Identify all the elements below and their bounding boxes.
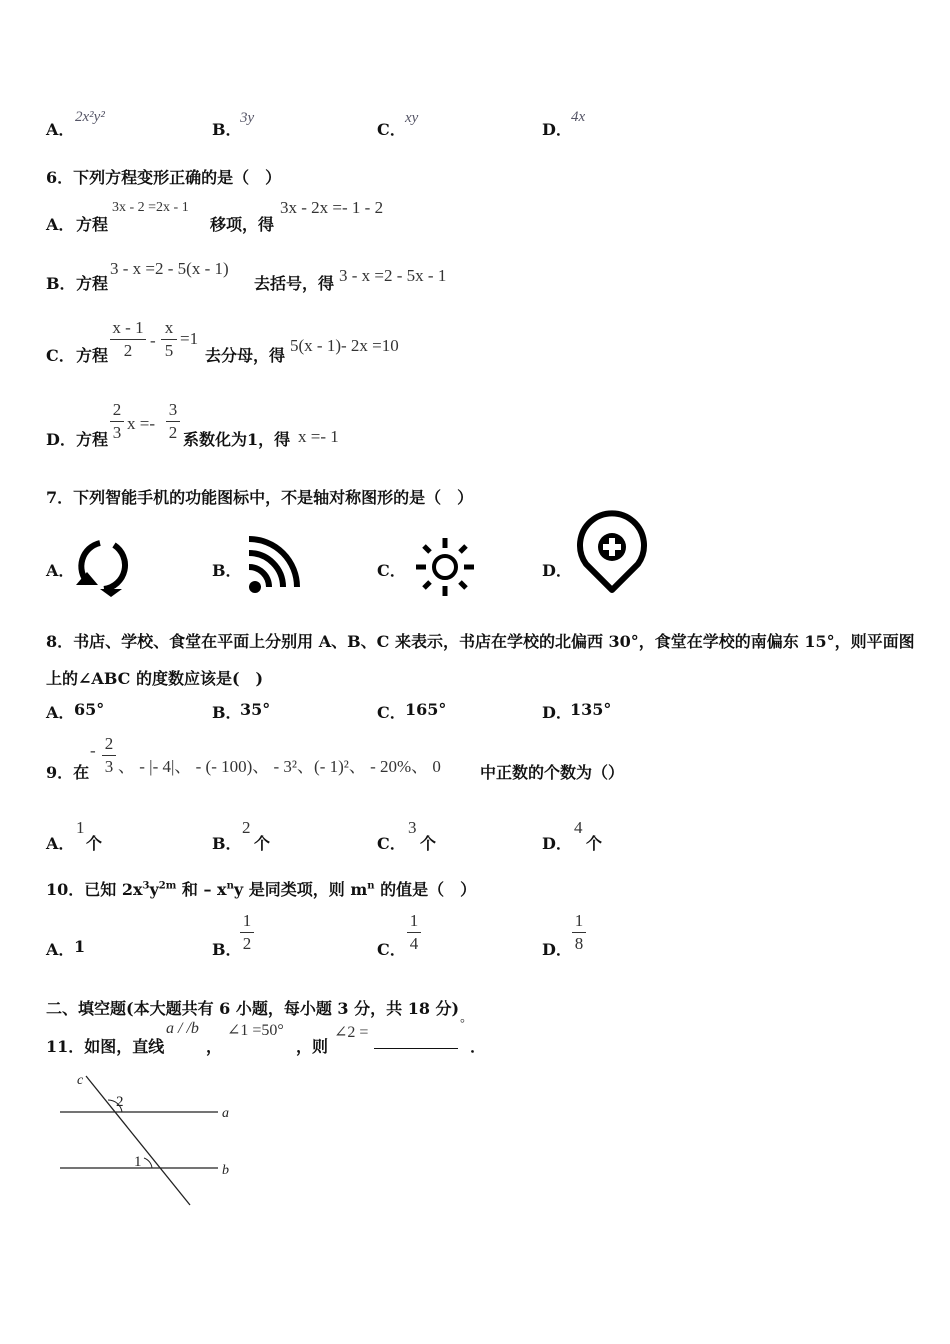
q6-a-mid: 移项，得: [210, 215, 275, 234]
q11-answer-blank[interactable]: [374, 1034, 458, 1053]
q7-c-letter: C．: [377, 561, 406, 580]
q11-parallel: a / /b: [166, 1020, 199, 1037]
q6-d-xeq: x =-: [127, 414, 155, 433]
section2-title: 二、填空题(本大题共有 6 小题，每小题 3 分，共 18 分): [46, 999, 460, 1018]
q6-d-mid: 系数化为1，得: [183, 430, 291, 449]
q7-b-letter: B．: [212, 561, 242, 580]
q9-option-a-letter: A．: [46, 834, 75, 853]
q7-a-letter: A．: [46, 561, 75, 580]
q10-option-c-num: 1: [409, 911, 419, 930]
q11-end: ．: [470, 1037, 487, 1056]
q9-option-b-unit: 个: [254, 834, 271, 853]
label-2: 2: [116, 1094, 124, 1110]
q10-option-d-letter: D．: [542, 940, 572, 959]
q10-stem-d: y 是同类项，则 m: [233, 880, 368, 899]
q6-c-frac2-den: 5: [164, 341, 174, 360]
q6-b-eq1: 3 - x =2 - 5(x - 1): [110, 259, 229, 278]
q9-frac: [102, 734, 116, 777]
q5-option-d-letter: D．: [542, 120, 572, 139]
q9-list: 、 - |- 4|、 - (- 100)、 - 3²、(- 1)²、 - 20%、 0: [118, 757, 441, 776]
q6-d-frac1: [110, 400, 124, 443]
q5-option-b-letter: B．: [212, 120, 242, 139]
q9-option-d-letter: D．: [542, 834, 572, 853]
q10-option-d-frac: [572, 911, 586, 954]
q10-stem-b: y: [149, 880, 159, 899]
q8-option-d-value: 135°: [570, 700, 612, 719]
q8-option-b-value: 35°: [240, 700, 271, 719]
q11-stem: 11．如图，直线: [46, 1037, 165, 1056]
q6-c-frac1-num: x - 1: [112, 318, 144, 337]
q10-stem-c: 和 – x: [176, 880, 227, 899]
q9-neg: -: [90, 741, 96, 760]
q8-option-a-value: 65°: [74, 700, 105, 719]
q6-d-frac2-bar: [166, 421, 180, 422]
q6-c-frac2-num: x: [164, 318, 174, 337]
q10-option-d-den: 8: [574, 934, 584, 953]
refresh-icon: [74, 535, 136, 597]
q6-d-eq2: x =- 1: [298, 427, 339, 446]
q9-option-c-letter: C．: [377, 834, 406, 853]
q11-parallel-lines-figure: [50, 1072, 250, 1212]
q6-a-eq2: 3x - 2x =- 1 - 2: [280, 198, 384, 217]
q9-option-c-value: 3: [408, 818, 417, 837]
q9-option-b-letter: B．: [212, 834, 242, 853]
q8-stem-line2: 上的∠ABC 的度数应该是( ): [46, 669, 264, 688]
q10-option-b-frac: [240, 911, 254, 954]
q5-option-a-letter: A．: [46, 120, 75, 139]
q8-option-b-letter: B．: [212, 703, 242, 722]
q9-option-b-value: 2: [242, 818, 251, 837]
q6-a-eq1: 3x - 2 =2x - 1: [112, 200, 189, 215]
q10-sup3: n: [226, 880, 234, 892]
q5-option-a-expr: 2x²y²: [75, 109, 105, 125]
q6-b-eq2: 3 - x =2 - 5x - 1: [339, 266, 447, 285]
q6-d-letter: D．: [46, 430, 76, 449]
q9-option-d-unit: 个: [586, 834, 603, 853]
wifi-signal-icon: [246, 537, 302, 597]
label-a: a: [222, 1106, 229, 1121]
q9-frac-num: 2: [104, 734, 114, 753]
q9-option-a-value: 1: [76, 818, 85, 837]
q10-option-c-den: 4: [409, 934, 419, 953]
q8-option-d-letter: D．: [542, 703, 572, 722]
q6-c-frac2-bar: [161, 339, 177, 340]
q9-frac-den: 3: [104, 757, 114, 776]
q6-c-letter: C．: [46, 346, 75, 365]
q6-c-frac1-den: 2: [123, 341, 133, 360]
q6-c-rhs: =1: [180, 329, 199, 348]
q10-option-b-num: 1: [242, 911, 252, 930]
q7-d-letter: D．: [542, 561, 572, 580]
q7-stem: 7．下列智能手机的功能图标中，不是轴对称图形的是（ ）: [46, 488, 474, 507]
q6-c-frac2: [161, 318, 177, 361]
q6-d-frac2-den: 2: [168, 423, 178, 442]
q6-c-frac1: [110, 318, 146, 361]
q11-angle1: ∠1 =50°: [227, 1022, 284, 1039]
q11-comma1: ，: [206, 1037, 223, 1056]
q10-option-c-bar: [407, 932, 421, 933]
q6-stem: 6．下列方程变形正确的是（ ）: [46, 168, 282, 187]
label-b: b: [222, 1163, 229, 1178]
q6-c-frac1-bar: [110, 339, 146, 340]
q10-stem-a: 10．已知 2x: [46, 880, 143, 899]
q10-option-c-frac: [407, 911, 421, 954]
q10-sup1: 3: [142, 880, 150, 892]
q6-c-pre: 方程: [76, 346, 109, 365]
q11-comma2: ，则: [296, 1037, 329, 1056]
q6-d-frac1-num: 2: [112, 400, 122, 419]
q6-d-frac2: [166, 400, 180, 443]
q10-option-a-value: 1: [74, 937, 86, 956]
q6-b-mid: 去括号，得: [254, 274, 335, 293]
q11-angle2: ∠2 =: [334, 1024, 369, 1041]
q5-option-b-expr: 3y: [240, 110, 255, 126]
q5-option-c-expr: xy: [405, 110, 419, 126]
q10-sup4: n: [367, 880, 375, 892]
map-pin-add-icon: [576, 514, 648, 594]
q10-option-a-letter: A．: [46, 940, 75, 959]
q6-d-frac1-bar: [110, 421, 124, 422]
q10-option-b-den: 2: [242, 934, 252, 953]
q6-a-pre: 方程: [76, 215, 109, 234]
q6-b-pre: 方程: [76, 274, 109, 293]
q9-option-a-unit: 个: [86, 834, 103, 853]
q6-d-pre: 方程: [76, 430, 109, 449]
q10-option-b-letter: B．: [212, 940, 242, 959]
q6-c-eq2: 5(x - 1)- 2x =10: [290, 336, 399, 355]
q10-option-b-bar: [240, 932, 254, 933]
q9-option-c-unit: 个: [420, 834, 437, 853]
q9-prefix: 9．在: [46, 763, 90, 782]
q5-option-d-expr: 4x: [571, 109, 586, 125]
label-c: c: [77, 1073, 84, 1088]
q9-frac-bar: [102, 755, 116, 756]
q8-option-c-letter: C．: [377, 703, 406, 722]
sun-brightness-icon: [414, 536, 476, 598]
q5-option-c-letter: C．: [377, 120, 406, 139]
q10-sup2: 2m: [158, 880, 177, 892]
q6-d-frac2-num: 3: [168, 400, 178, 419]
q6-c-mid: 去分母，得: [205, 346, 286, 365]
q6-d-frac1-den: 3: [112, 423, 122, 442]
q6-a-letter: A．: [46, 215, 75, 234]
label-1: 1: [134, 1154, 142, 1170]
q8-option-c-value: 165°: [405, 700, 447, 719]
q11-degree: °: [460, 1016, 465, 1030]
q9-option-d-value: 4: [574, 818, 583, 837]
q10-option-c-letter: C．: [377, 940, 406, 959]
line-c: [86, 1076, 190, 1205]
q10-option-d-num: 1: [574, 911, 584, 930]
q10-stem: [46, 877, 476, 900]
angle-1-arc: [144, 1158, 152, 1168]
q10-stem-e: 的值是（ ）: [374, 880, 477, 899]
q8-option-a-letter: A．: [46, 703, 75, 722]
q10-option-d-bar: [572, 932, 586, 933]
q6-c-minus: -: [150, 331, 156, 350]
q9-suffix: 中正数的个数为（）: [480, 763, 625, 782]
q6-b-letter: B．: [46, 274, 76, 293]
q8-stem-line1: 8．书店、学校、食堂在平面上分别用 A、B、C 来表示，书店在学校的北偏西 30°，食堂在学校的南偏东 15°，则平面图: [46, 632, 915, 651]
